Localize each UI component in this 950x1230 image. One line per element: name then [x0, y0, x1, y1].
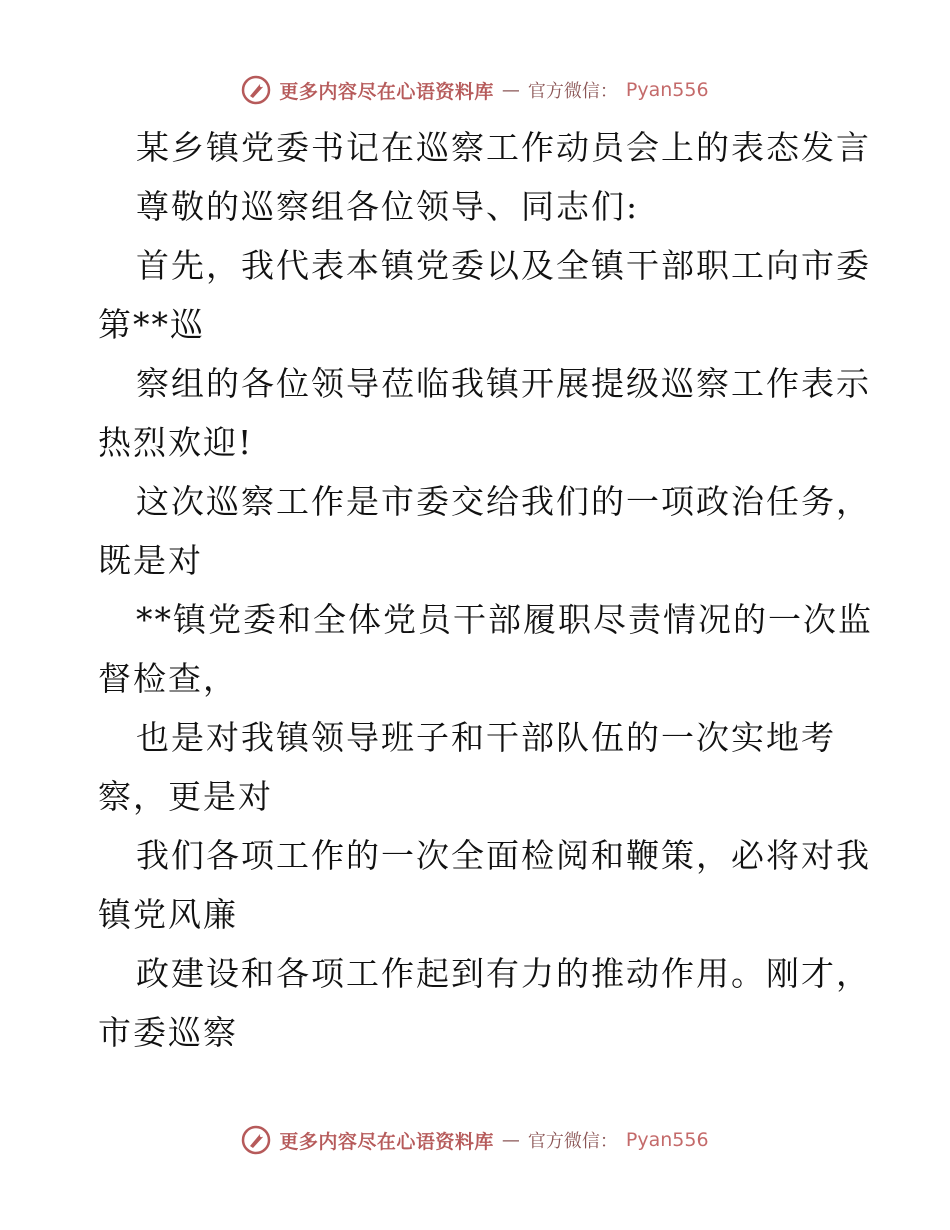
- paragraph-line: 督检查，: [98, 659, 238, 698]
- document-body: [98, 118, 873, 1062]
- paragraph-line: 第**巡: [98, 305, 205, 344]
- banner-wechat-id: Pyan556: [625, 1129, 709, 1151]
- paragraph-line: 镇党风廉: [98, 895, 238, 934]
- paragraph-line: 察组的各位领导莅临我镇开展提级巡察工作表示: [136, 364, 871, 403]
- banner-dash: —: [501, 1129, 520, 1151]
- paragraph-line: 热烈欢迎!: [98, 423, 254, 462]
- banner-sub-text: 官方微信：: [527, 1131, 618, 1152]
- paragraph-line: 市委巡察: [98, 1013, 238, 1052]
- banner-dash: —: [501, 79, 520, 101]
- paragraph-line: 这次巡察工作是市委交给我们的一项政治任务，: [136, 482, 871, 521]
- paragraph-line: 首先，我代表本镇党委以及全镇干部职工向市委: [136, 246, 871, 285]
- banner-main-text: 更多内容尽在心语资料库: [279, 80, 494, 103]
- header-banner: [0, 72, 950, 108]
- pen-nib-logo-icon: [241, 1125, 271, 1155]
- document-title: 某乡镇党委书记在巡察工作动员会上的表态发言: [136, 128, 871, 167]
- paragraph-line: **镇党委和全体党员干部履职尽责情况的一次监: [136, 600, 873, 639]
- salutation: 尊敬的巡察组各位领导、同志们:: [136, 187, 640, 226]
- banner-main-text: 更多内容尽在心语资料库: [279, 1130, 494, 1153]
- paragraph-line: 既是对: [98, 541, 203, 580]
- paragraph-line: 察，更是对: [98, 777, 273, 816]
- footer-banner: [0, 1122, 950, 1158]
- paragraph-line: 也是对我镇领导班子和干部队伍的一次实地考: [136, 718, 836, 757]
- paragraph-line: 政建设和各项工作起到有力的推动作用。刚才，: [136, 954, 871, 993]
- banner-sub-text: 官方微信：: [527, 81, 618, 102]
- banner-wechat-id: Pyan556: [625, 79, 709, 101]
- paragraph-line: 我们各项工作的一次全面检阅和鞭策，必将对我: [136, 836, 871, 875]
- pen-nib-logo-icon: [241, 75, 271, 105]
